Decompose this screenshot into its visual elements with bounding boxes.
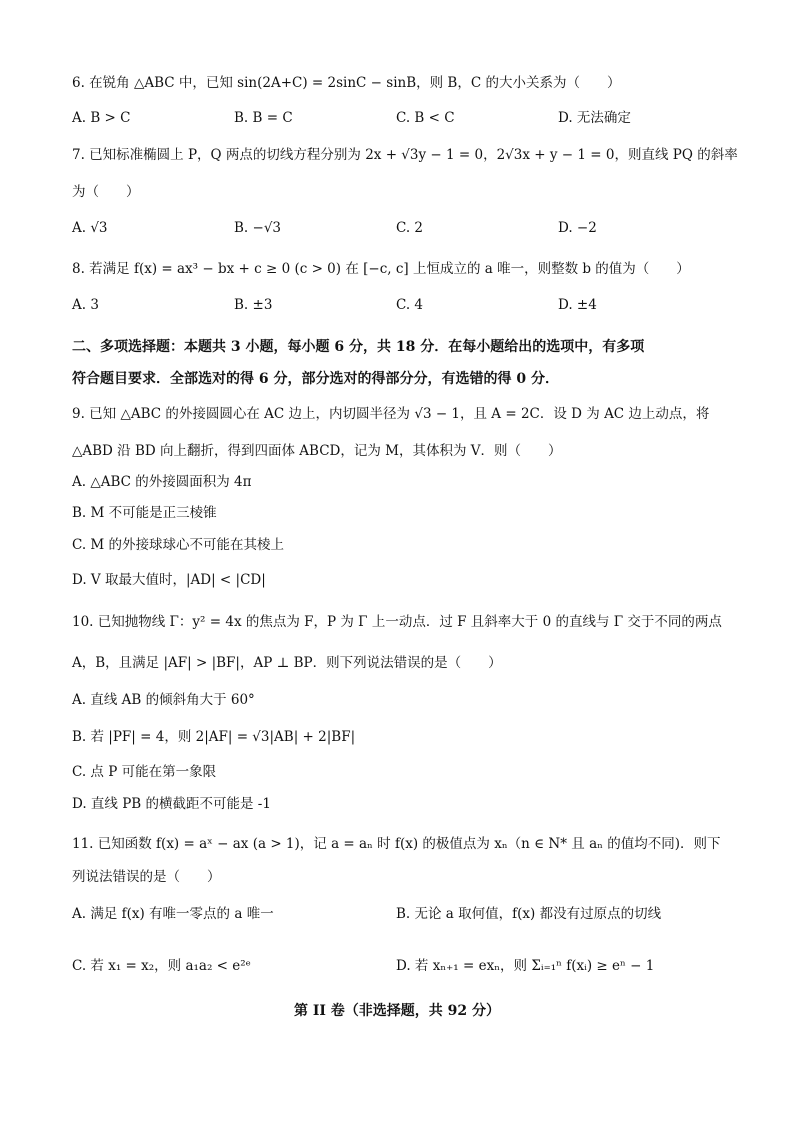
q10-option-c: C. 点 P 可能在第一象限 — [72, 764, 217, 780]
q6-option-a: A. B > C — [72, 110, 131, 126]
q7-option-a: A. √3 — [72, 220, 108, 236]
section2-heading-line1: 二、多项选择题：本题共 3 小题，每小题 6 分，共 18 分．在每小题给出的选项中，有多项 — [72, 339, 645, 355]
q7-stem-line1: 7. 已知标准椭圆上 P，Q 两点的切线方程分别为 2x + √3y − 1 = 0，2√3x + y − 1 = 0，则直线 PQ 的斜率 — [72, 147, 738, 163]
q11-option-c: C. 若 x₁ = x₂，则 a₁a₂ < e²ᵉ — [72, 958, 251, 974]
q7-option-d: D. −2 — [558, 220, 597, 236]
q6-stem: 6. 在锐角 △ABC 中，已知 sin(2A+C) = 2sinC − sinB，则 B，C 的大小关系为（ ） — [72, 75, 621, 91]
q8-option-b: B. ±3 — [234, 297, 273, 313]
q8-option-d: D. ±4 — [558, 297, 597, 313]
q10-stem-line1: 10. 已知抛物线 Γ：y² = 4x 的焦点为 F，P 为 Γ 上一动点．过 F 且斜率大于 0 的直线与 Γ 交于不同的两点 — [72, 614, 722, 630]
q9-stem-line2: △ABD 沿 BD 向上翻折，得到四面体 ABCD，记为 M，其体积为 V．则（ ） — [72, 443, 562, 459]
q6-option-c: C. B < C — [396, 110, 455, 126]
q6-option-d: D. 无法确定 — [558, 110, 631, 126]
section2-heading-line2: 符合题目要求．全部选对的得 6 分，部分选对的得部分分，有选错的得 0 分． — [72, 371, 559, 387]
q10-option-d: D. 直线 PB 的横截距不可能是 -1 — [72, 796, 271, 812]
q9-option-a: A. △ABC 的外接圆面积为 4π — [72, 474, 252, 490]
q8-option-c: C. 4 — [396, 297, 424, 313]
q6-option-b: B. B = C — [234, 110, 293, 126]
q11-stem-line2: 列说法错误的是（ ） — [72, 869, 221, 885]
q11-option-a: A. 满足 f(x) 有唯一零点的 a 唯一 — [72, 906, 274, 922]
q11-option-d: D. 若 xₙ₊₁ = exₙ，则 Σᵢ₌₁ⁿ f(xᵢ) ≥ eⁿ − 1 — [396, 958, 655, 974]
q7-option-c: C. 2 — [396, 220, 424, 236]
q11-option-b: B. 无论 a 取何值，f(x) 都没有过原点的切线 — [396, 906, 662, 922]
q9-option-c: C. M 的外接球球心不可能在其棱上 — [72, 537, 285, 553]
q8-stem: 8. 若满足 f(x) = ax³ − bx + c ≥ 0 (c > 0) 在 [−c, c] 上恒成立的 a 唯一，则整数 b 的值为（ ） — [72, 261, 690, 277]
q9-option-b: B. M 不可能是正三棱锥 — [72, 505, 217, 521]
q11-stem-line1: 11. 已知函数 f(x) = aˣ − ax (a > 1)，记 a = aₙ 时 f(x) 的极值点为 xₙ（n ∈ N* 且 aₙ 的值均不同)．则下 — [72, 836, 721, 852]
q7-stem-line2: 为（ ） — [72, 184, 140, 200]
q9-option-d: D. V 取最大值时，|AD| < |CD| — [72, 572, 266, 588]
q7-option-b: B. −√3 — [234, 220, 282, 236]
q10-option-b: B. 若 |PF| = 4，则 2|AF| = √3|AB| + 2|BF| — [72, 729, 356, 745]
part2-title: 第 II 卷（非选择题，共 92 分） — [293, 1003, 501, 1019]
q10-option-a: A. 直线 AB 的倾斜角大于 60° — [72, 692, 255, 708]
q8-option-a: A. 3 — [72, 297, 99, 313]
q9-stem-line1: 9. 已知 △ABC 的外接圆圆心在 AC 边上，内切圆半径为 √3 − 1，且 A = 2C．设 D 为 AC 边上动点，将 — [72, 406, 710, 422]
q10-stem-line2: A，B，且满足 |AF| > |BF|，AP ⊥ BP．则下列说法错误的是（ ） — [72, 655, 502, 671]
